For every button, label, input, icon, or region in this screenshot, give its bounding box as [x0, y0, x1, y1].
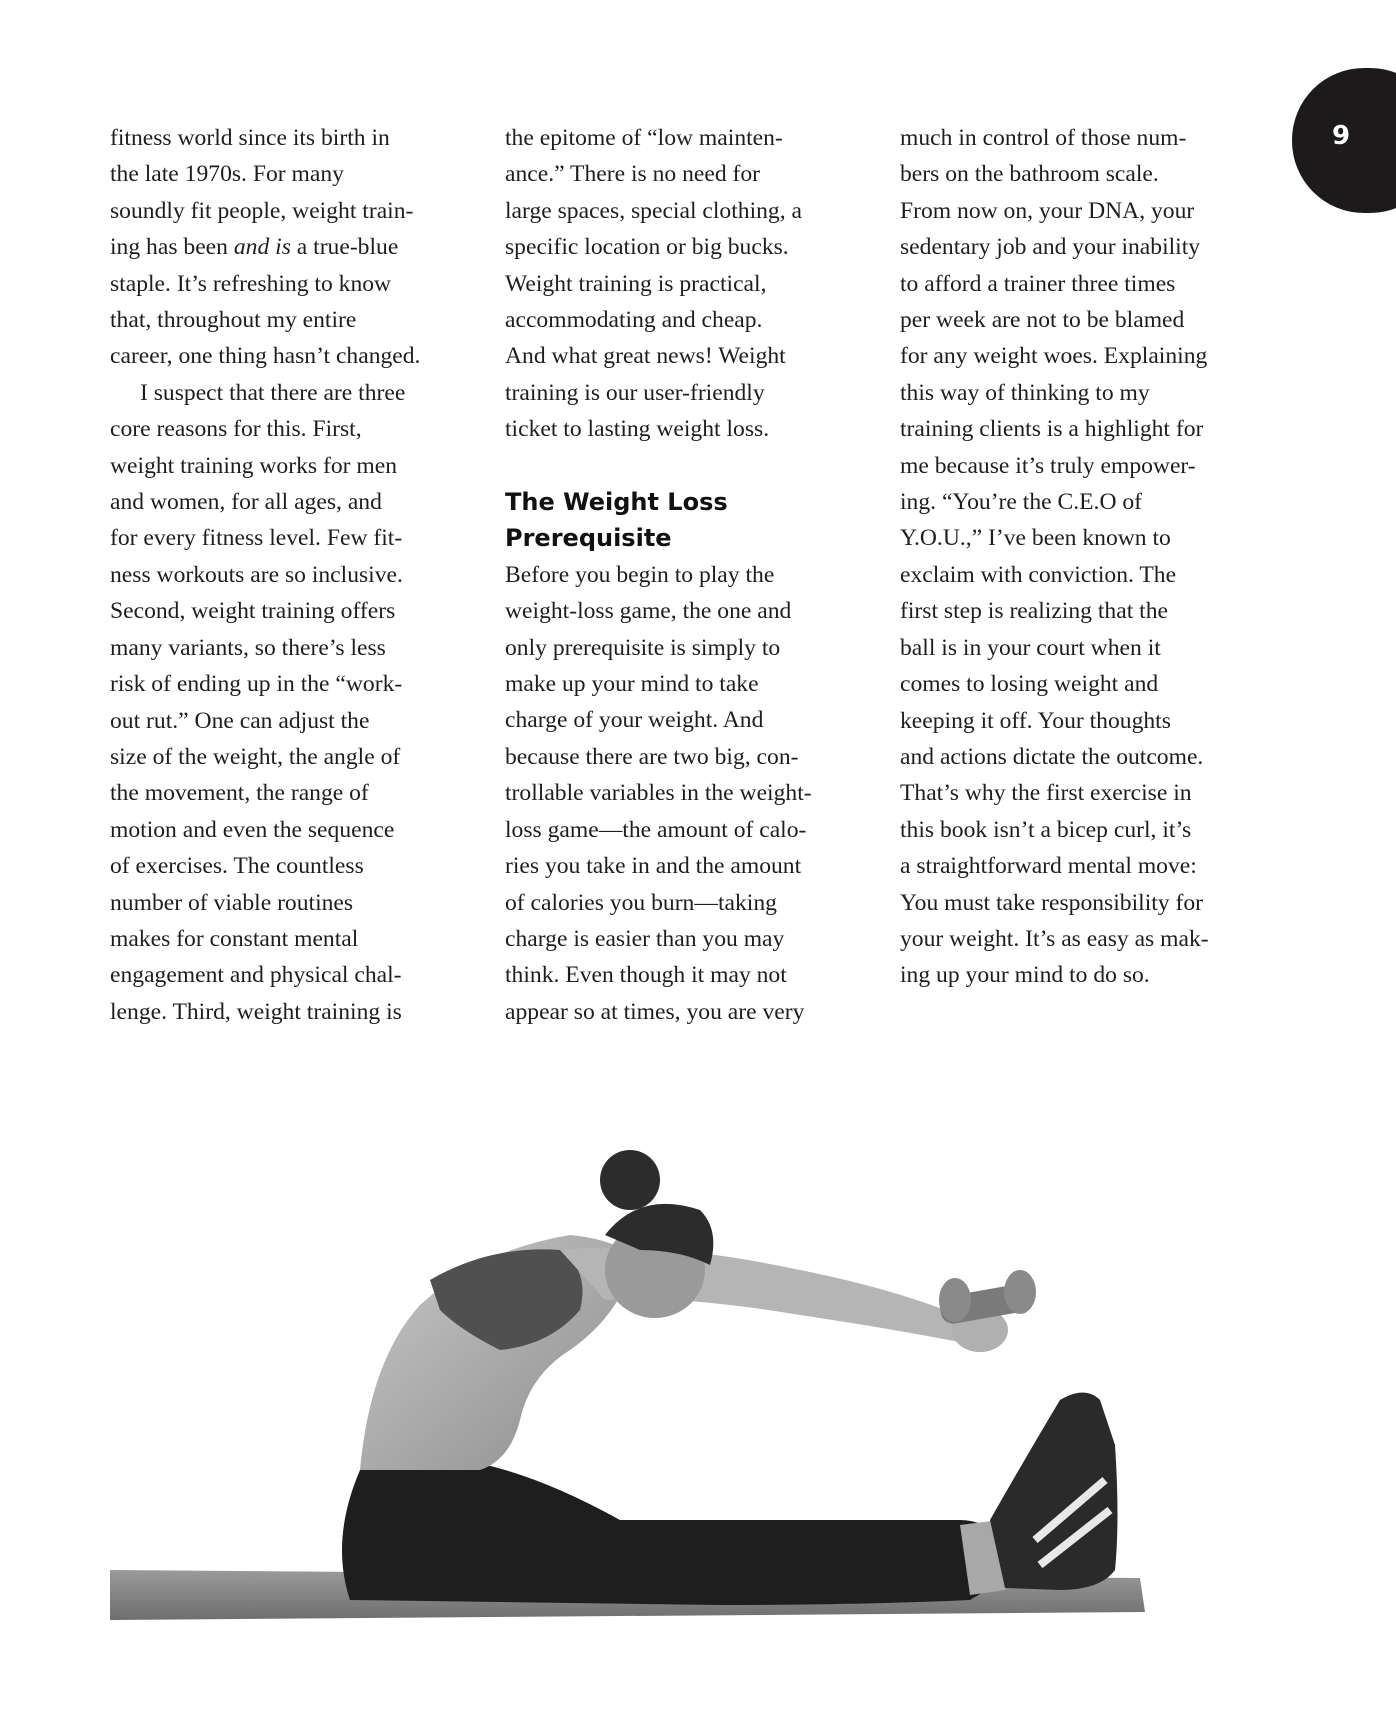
pants — [342, 1460, 1020, 1605]
paragraph-4: Before you begin to play the weight-loss game, the one and only prerequisite is simply to make up your mind to take charge of your weight. And because there are two big, con- trollable variables in the weight- loss game—the amount of calo- ries you take in and the amount of calories you burn—taking charge is easier than you may think. Even though it may not appear so at times, you are very — [505, 561, 812, 1025]
page-number: 9 — [1332, 121, 1351, 151]
text-column-2 — [505, 120, 865, 1030]
text-column-3 — [900, 120, 1260, 994]
paragraph-1: fitness world since its birth in the late 1970s. For many soundly fit people, weight train- ing has been and is a true-blue staple. It’s refreshing to know that, throughout my entire career, one thing hasn’t changed. — [110, 125, 421, 370]
paragraph-3: the epitome of “low mainten- ance.” There is no need for large spaces, special clothing, a specific location or big bucks. Weight training is practical, accommodating and cheap. And what great news! Weight training is our user-friendly ticket to lasting weight loss. — [505, 125, 802, 443]
paragraph-5: much in control of those num- bers on the bathroom scale. From now on, your DNA, your sedentary job and your inability to afford a trainer three times per week are not to be blamed for any weight woes. Explaining this way of thinking to my training clients is a highlight for me because it’s truly empower- ing. “You’re the C.E.O of Y.O.U.,” I’ve been known to exclaim with conviction. The first step is realizing that the ball is in your court when it comes to losing weight and keeping it off. Your thoughts and actions dictate the outcome. That’s why the first exercise in this book isn’t a bicep curl, it’s a straightforward mental move: You must take responsibility for your weight. It’s as easy as mak- ing up your mind to do so. — [900, 125, 1209, 989]
seated-forward-stretch-photo — [100, 1100, 1200, 1660]
text-column-1 — [110, 120, 470, 1030]
paragraph-2: I suspect that there are three core reasons for this. First, weight training works for men and women, for all ages, and for every fitness level. Few fit- ness workouts are so inclusive. Second, weight training offers many variants, so there’s less risk of ending up in the “work- out rut.” One can adjust the size of the weight, the angle of the movement, the range of motion and even the sequence of exercises. The countless number of viable routines makes for constant mental engagement and physical chal- lenge. Third, weight training is — [110, 379, 406, 1025]
emphasis: and is — [233, 234, 291, 261]
sneaker — [990, 1393, 1118, 1591]
section-heading: The Weight Loss Prerequisite — [505, 488, 728, 553]
